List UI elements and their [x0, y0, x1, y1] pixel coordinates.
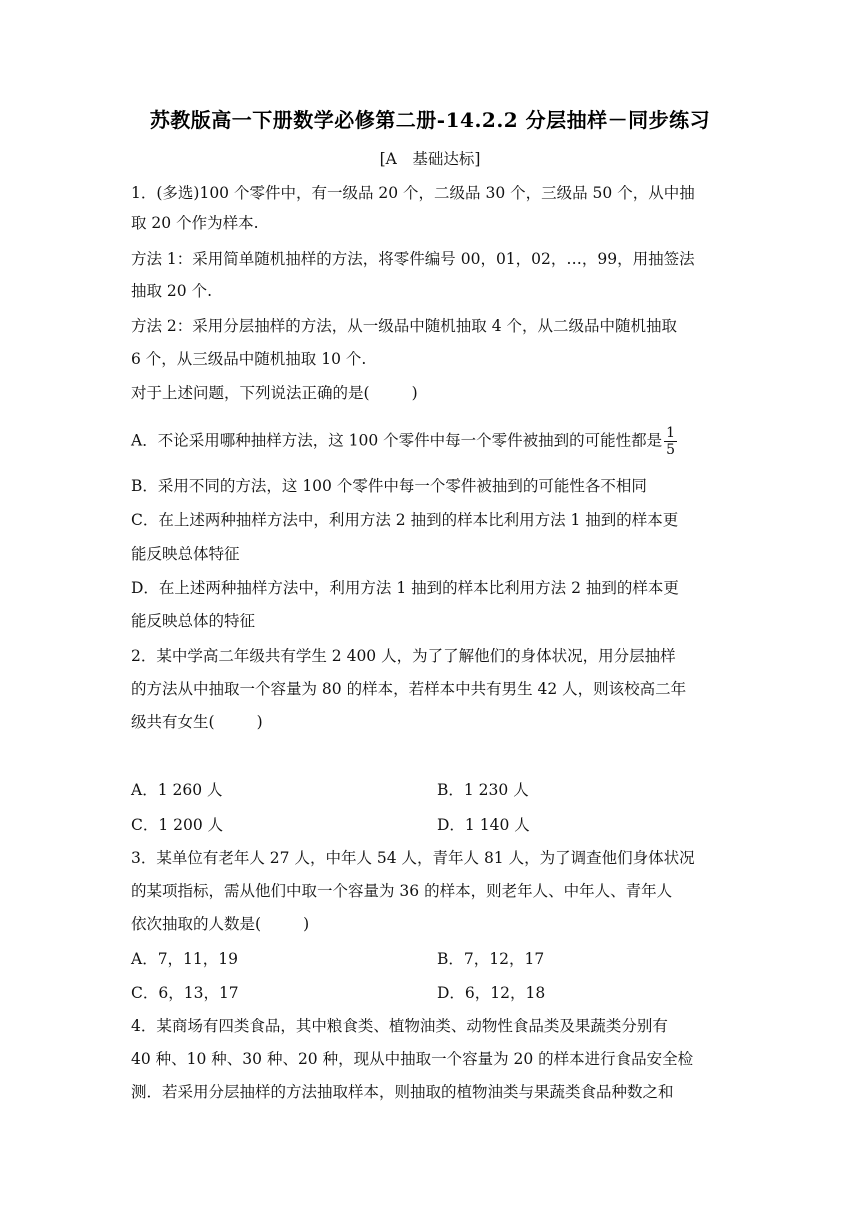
q2-option-a: A．1 260 人: [131, 781, 223, 799]
q2-stem-text: 级共有女生(: [131, 713, 215, 731]
q1-option-d: 能反映总体的特征: [131, 612, 256, 630]
q2-option-d: D．1 140 人: [437, 816, 530, 834]
q1-stem: [131, 383, 418, 403]
q1-option-c: C．在上述两种抽样方法中，利用方法 2 抽到的样本比利用方法 1 抽到的样本更: [131, 511, 679, 529]
section-heading: [A 基础达标]: [379, 150, 481, 168]
q1-line: 取 20 个作为样本.: [131, 214, 259, 232]
q2-line: 2．某中学高二年级共有学生 2 400 人，为了了解他们的身体状况，用分层抽样: [131, 647, 676, 665]
q4-line: 4．某商场有四类食品，其中粮食类、植物油类、动物性食品类及果蔬类分别有: [131, 1017, 668, 1035]
q4-line: 测．若采用分层抽样的方法抽取样本，则抽取的植物油类与果蔬类食品种数之和: [131, 1083, 674, 1101]
q1-option-d: D．在上述两种抽样方法中，利用方法 1 抽到的样本比利用方法 2 抽到的样本更: [131, 579, 679, 597]
q1-method1: 方法 1：采用简单随机抽样的方法，将零件编号 00，01，02，…，99，用抽签法: [131, 250, 695, 268]
q2-line: 的方法从中抽取一个容量为 80 的样本，若样本中共有男生 42 人，则该校高二年: [131, 680, 687, 698]
q2-line: [131, 712, 263, 732]
q3-option-c: C．6，13，17: [131, 984, 239, 1002]
q2-option-c: C．1 200 人: [131, 816, 224, 834]
page-title: 苏教版高一下册数学必修第二册-14.2.2 分层抽样－同步练习: [149, 108, 711, 132]
q3-stem-close: ): [303, 915, 310, 933]
q1-method1: 抽取 20 个.: [131, 282, 213, 300]
q1-line: 1．(多选)100 个零件中，有一级品 20 个，二级品 30 个，三级品 50 个，从中抽: [131, 184, 695, 202]
q1-option-a-text: A．不论采用哪种抽样方法，这 100 个零件中每一个零件被抽到的可能性都是: [131, 431, 663, 450]
q1-stem-text: 对于上述问题，下列说法正确的是(: [131, 384, 370, 402]
q1-method2: 6 个，从三级品中随机抽取 10 个.: [131, 350, 367, 368]
q1-option-b: B．采用不同的方法，这 100 个零件中每一个零件被抽到的可能性各不相同: [131, 477, 647, 495]
q3-option-a: A．7，11，19: [131, 950, 239, 968]
q3-line: 3．某单位有老年人 27 人，中年人 54 人，青年人 81 人，为了调查他们身体状况: [131, 849, 695, 867]
q2-option-b: B．1 230 人: [437, 781, 529, 799]
q3-stem-text: 依次抽取的人数是(: [131, 915, 262, 933]
q3-option-b: B．7，12，17: [437, 950, 545, 968]
q1-option-c: 能反映总体特征: [131, 545, 240, 563]
q3-option-d: D．6，12，18: [437, 984, 546, 1002]
q3-line: 的某项指标，需从他们中取一个容量为 36 的样本，则老年人、中年人、青年人: [131, 882, 673, 900]
q1-option-a: [131, 425, 677, 458]
fraction: $\frac{1}{5}$: [666, 425, 676, 458]
q1-stem-close: ): [411, 384, 418, 402]
q1-method2: 方法 2：采用分层抽样的方法，从一级品中随机抽取 4 个，从二级品中随机抽取: [131, 317, 678, 335]
q2-stem-close: ): [256, 713, 263, 731]
q4-line: 40 种、10 种、30 种、20 种，现从中抽取一个容量为 20 的样本进行食品安全检: [131, 1050, 694, 1068]
q3-line: [131, 914, 309, 934]
